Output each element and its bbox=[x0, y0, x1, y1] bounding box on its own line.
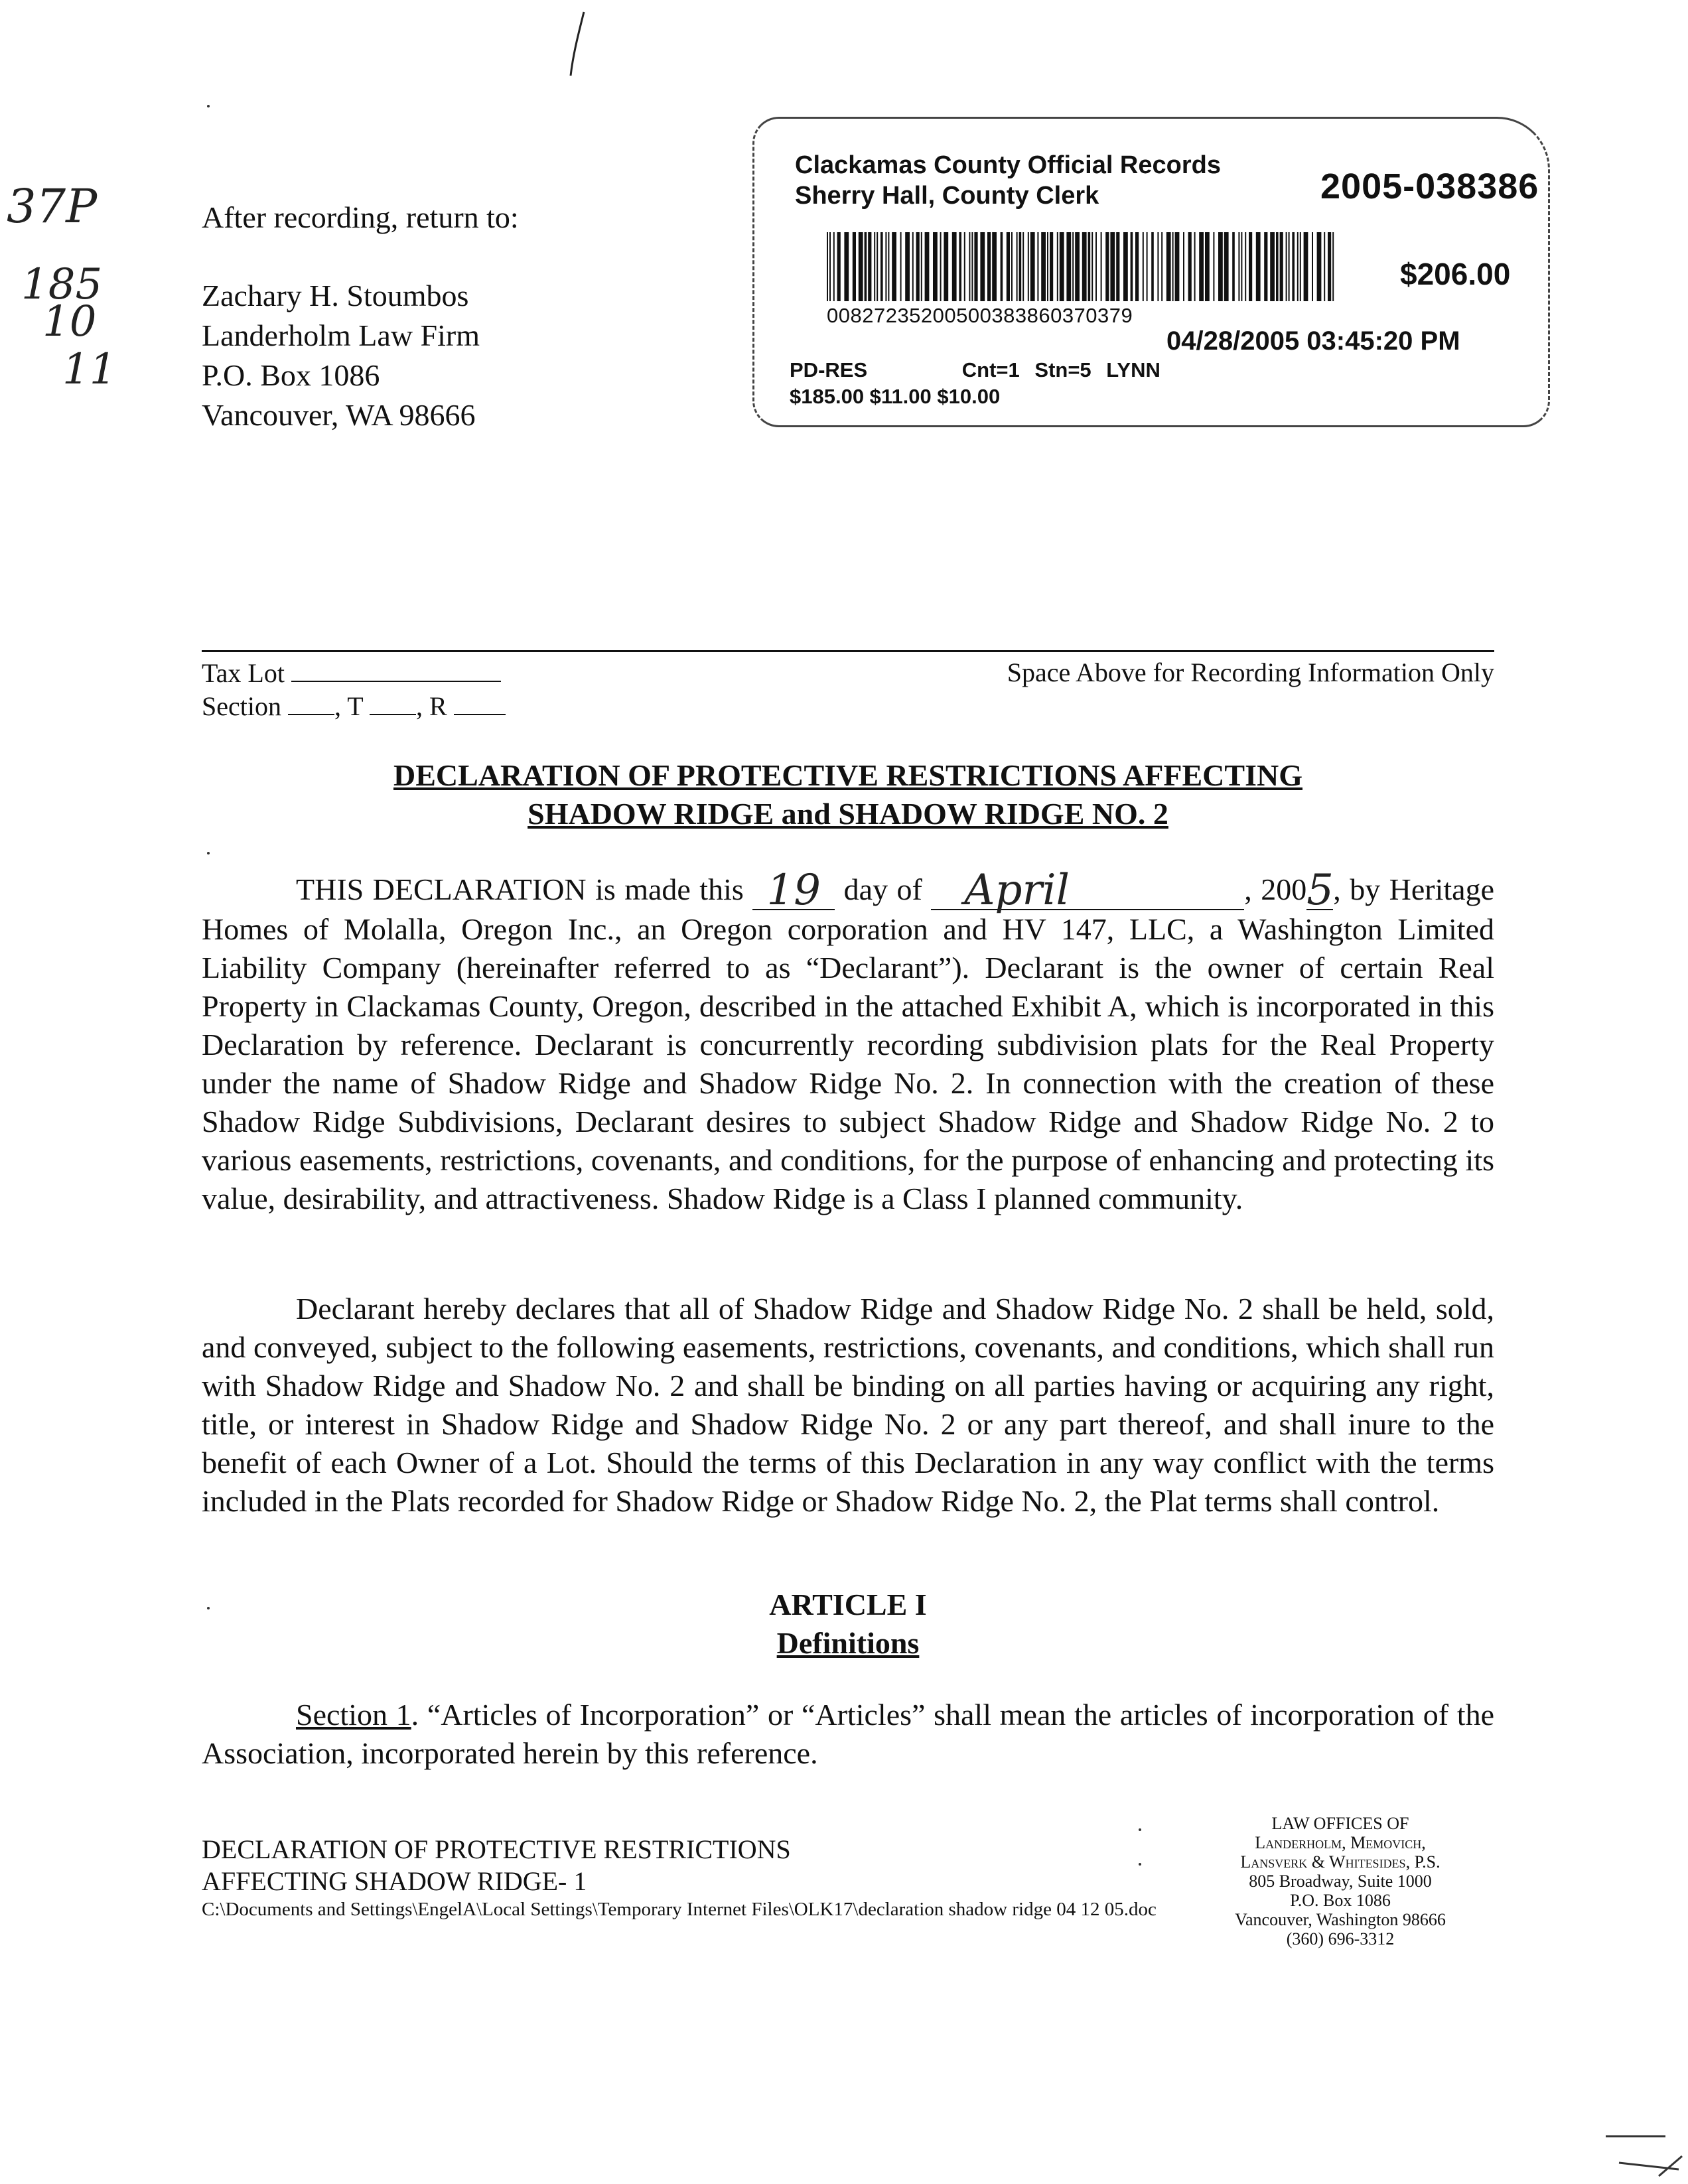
barcode-bar bbox=[1019, 232, 1022, 301]
barcode-bar bbox=[1047, 232, 1048, 301]
barcode-bar bbox=[1194, 232, 1196, 301]
recording-count: Cnt=1 bbox=[961, 358, 1020, 381]
law-office-pobox: P.O. Box 1086 bbox=[1290, 1891, 1391, 1910]
barcode-bar bbox=[987, 232, 991, 301]
law-office-street: 805 Broadway, Suite 1000 bbox=[1249, 1872, 1432, 1891]
footer-title-line1: DECLARATION OF PROTECTIVE RESTRICTIONS bbox=[202, 1834, 791, 1864]
declaration-day-of: day of bbox=[843, 872, 922, 906]
barcode-bar bbox=[1017, 232, 1018, 301]
recording-office-name: Clackamas County Official Records bbox=[795, 151, 1221, 179]
scan-speck bbox=[207, 852, 210, 854]
law-office-heading: LAW OFFICES OF bbox=[1271, 1814, 1409, 1833]
recording-office bbox=[795, 150, 1221, 211]
fee-handwritten-note-3: 11 bbox=[62, 345, 117, 394]
recording-type: PD-RES bbox=[790, 358, 868, 381]
return-line-city: Vancouver, WA 98666 bbox=[202, 398, 476, 432]
law-office-names-2: Lansverk & Whitesides, P.S. bbox=[1240, 1852, 1441, 1872]
barcode-bar bbox=[1030, 232, 1035, 301]
barcode-digits: 00827235200500383860370379 bbox=[827, 304, 1133, 327]
barcode-bar bbox=[1101, 232, 1102, 301]
barcode-bar bbox=[1317, 232, 1322, 301]
barcode-bar bbox=[1007, 232, 1010, 301]
range-blank bbox=[454, 691, 506, 715]
barcode-bar bbox=[859, 232, 863, 301]
barcode-bar bbox=[844, 232, 849, 301]
barcode-bar bbox=[1199, 232, 1204, 301]
section-blank bbox=[288, 691, 334, 715]
barcode-graphic bbox=[827, 232, 1338, 301]
recording-station: Stn=5 bbox=[1034, 358, 1091, 381]
article-subheading: Definitions bbox=[776, 1626, 920, 1660]
recording-clerk: Sherry Hall, County Clerk bbox=[795, 182, 1099, 210]
recording-meta-line bbox=[790, 358, 1190, 382]
barcode-bar bbox=[1082, 232, 1087, 301]
barcode-bar bbox=[916, 232, 920, 301]
barcode-bar bbox=[1241, 232, 1242, 301]
declaration-lead: THIS DECLARATION is made this bbox=[296, 872, 744, 906]
barcode-bar bbox=[1300, 232, 1301, 301]
recording-area-rule bbox=[202, 650, 1494, 652]
barcode-bar bbox=[837, 232, 841, 301]
barcode-bar bbox=[888, 232, 889, 301]
footer-document-title bbox=[202, 1834, 791, 1897]
footer-title-line2: AFFECTING SHADOW RIDGE- 1 bbox=[202, 1866, 587, 1896]
barcode-bar bbox=[1249, 232, 1252, 301]
barcode-bar bbox=[900, 232, 902, 301]
declaration-day: 19 bbox=[766, 866, 821, 915]
recording-fees: $185.00 $11.00 $10.00 bbox=[790, 385, 1001, 408]
barcode-bar bbox=[1123, 232, 1128, 301]
barcode-bar bbox=[1245, 232, 1246, 301]
return-heading: After recording, return to: bbox=[202, 200, 519, 234]
return-line-name: Zachary H. Stoumbos bbox=[202, 279, 469, 312]
barcode-bar bbox=[829, 232, 831, 301]
barcode-bar bbox=[1232, 232, 1235, 301]
declaration-year-prefix: , 200 bbox=[1244, 872, 1307, 906]
barcode-bar bbox=[1028, 232, 1029, 301]
barcode-bar bbox=[833, 232, 835, 301]
barcode-bar bbox=[1131, 232, 1133, 301]
return-line-firm: Landerholm Law Firm bbox=[202, 318, 480, 352]
recording-document-number: 2005-038386 bbox=[1320, 167, 1539, 206]
barcode-bar bbox=[1135, 232, 1139, 301]
barcode-bar bbox=[1280, 232, 1283, 301]
barcode-bar bbox=[1095, 232, 1097, 301]
barcode-bar bbox=[1324, 232, 1325, 301]
barcode-bar bbox=[1072, 232, 1074, 301]
barcode-bar bbox=[921, 232, 922, 301]
document-title bbox=[202, 756, 1494, 833]
barcode-bar bbox=[980, 232, 985, 301]
declaration-paragraph bbox=[202, 866, 1495, 1218]
tax-lot-block bbox=[202, 657, 506, 723]
barcode-bar bbox=[1022, 232, 1024, 301]
barcode-bar bbox=[1264, 232, 1267, 301]
law-office-phone: (360) 696-3312 bbox=[1286, 1929, 1395, 1948]
barcode-bar bbox=[1205, 232, 1210, 301]
barcode-bar bbox=[1041, 232, 1046, 301]
barcode-bar bbox=[925, 232, 930, 301]
barcode-bar bbox=[1166, 232, 1171, 301]
barcode-bar bbox=[1292, 232, 1295, 301]
declares-paragraph-text: Declarant hereby declares that all of Shadow Ridge and Shadow Ridge No. 2 shall be held, sold, and conveyed, subject to the following easements, restrictions, covenants, and conditions, which shall run with Shadow Ridge and Shadow No. 2 and shall be binding on all parties having or acquiring any right, title, or interest in Shadow Ridge and Shadow Ridge No. 2 or any part thereof, and shall inure to the benefit of each Owner of a Lot. Should the terms of this Declaration in any way conflict with the terms included in the Plats recorded for Shadow Ridge or Shadow Ridge No. 2, the Plat terms shall control. bbox=[202, 1292, 1494, 1518]
barcode-bar bbox=[959, 232, 961, 301]
scan-speck bbox=[1139, 1863, 1141, 1866]
return-address-block bbox=[202, 198, 519, 435]
scan-speck bbox=[1139, 1828, 1141, 1831]
declares-paragraph bbox=[202, 1290, 1494, 1521]
article-number: ARTICLE I bbox=[769, 1588, 927, 1621]
barcode-bar bbox=[1161, 232, 1162, 301]
barcode-bar bbox=[1238, 232, 1239, 301]
barcode-bar bbox=[1312, 232, 1313, 301]
recording-amount: $206.00 bbox=[1400, 257, 1511, 291]
recording-datetime: 04/28/2005 03:45:20 PM bbox=[1166, 326, 1460, 356]
barcode-bar bbox=[1256, 232, 1261, 301]
barcode-bar bbox=[853, 232, 856, 301]
declaration-month-field bbox=[931, 866, 1244, 915]
barcode-bar bbox=[1037, 232, 1038, 301]
tax-lot-blank bbox=[291, 658, 501, 682]
barcode-bar bbox=[1066, 232, 1071, 301]
scan-speck bbox=[207, 1607, 210, 1609]
barcode-bar bbox=[940, 232, 942, 301]
scan-speck bbox=[207, 105, 210, 107]
barcode-bar bbox=[971, 232, 973, 301]
barcode-bar bbox=[1147, 232, 1148, 301]
barcode-bar bbox=[992, 232, 997, 301]
barcode-bar bbox=[952, 232, 957, 301]
declaration-year-digit: 5 bbox=[1306, 866, 1334, 915]
barcode-bar bbox=[874, 232, 875, 301]
return-line-pobox: P.O. Box 1086 bbox=[202, 358, 380, 392]
document-title-line2: SHADOW RIDGE and SHADOW RIDGE NO. 2 bbox=[528, 797, 1168, 831]
barcode-bar bbox=[974, 232, 977, 301]
barcode-bar bbox=[827, 232, 828, 301]
barcode-bar bbox=[1175, 232, 1180, 301]
article-heading bbox=[202, 1586, 1494, 1663]
barcode-bar bbox=[1213, 232, 1214, 301]
barcode-bar bbox=[880, 232, 883, 301]
space-above-note: Space Above for Recording Information Only bbox=[1007, 657, 1494, 687]
barcode-bar bbox=[1289, 232, 1290, 301]
barcode-bar bbox=[1332, 232, 1334, 301]
fee-handwritten-note-2: 10 bbox=[42, 297, 97, 346]
barcode-bar bbox=[1057, 232, 1058, 301]
barcode-bar bbox=[1143, 232, 1144, 301]
barcode-bar bbox=[1218, 232, 1223, 301]
document-title-line1: DECLARATION OF PROTECTIVE RESTRICTIONS AFFECTING bbox=[393, 758, 1302, 792]
barcode-bar bbox=[964, 232, 965, 301]
section-label: Section bbox=[202, 691, 281, 721]
barcode-bar bbox=[1011, 232, 1013, 301]
township-label: , T bbox=[334, 691, 363, 721]
barcode-bar bbox=[905, 232, 910, 301]
barcode-bar bbox=[1188, 232, 1192, 301]
fee-handwritten-note-1: 185 bbox=[21, 260, 103, 309]
barcode-bar bbox=[877, 232, 878, 301]
barcode-bar bbox=[1050, 232, 1053, 301]
barcode-bar bbox=[944, 232, 948, 301]
pen-stroke-mark bbox=[564, 7, 591, 80]
tax-lot-label: Tax Lot bbox=[202, 658, 285, 688]
law-office-city: Vancouver, Washington 98666 bbox=[1235, 1910, 1446, 1929]
pages-handwritten-note: 37P bbox=[7, 179, 98, 234]
recording-clerk-name: LYNN bbox=[1106, 358, 1160, 381]
barcode-bar bbox=[1116, 232, 1119, 301]
barcode-bar bbox=[1183, 232, 1184, 301]
barcode-bar bbox=[1105, 232, 1109, 301]
barcode-bar bbox=[969, 232, 970, 301]
township-blank bbox=[370, 691, 416, 715]
barcode-bar bbox=[1328, 232, 1331, 301]
scan-edge-mark bbox=[1592, 2123, 1685, 2183]
barcode-bar bbox=[865, 232, 867, 301]
barcode-bar bbox=[1088, 232, 1091, 301]
section-1-label: Section 1 bbox=[296, 1698, 411, 1732]
barcode-bar bbox=[1110, 232, 1115, 301]
barcode-bar bbox=[1151, 232, 1154, 301]
barcode-bar bbox=[1060, 232, 1064, 301]
barcode-bar bbox=[1270, 232, 1275, 301]
barcode-bar bbox=[933, 232, 938, 301]
declaration-month: April bbox=[964, 866, 1070, 915]
barcode-bar bbox=[1172, 232, 1174, 301]
barcode-bar bbox=[1157, 232, 1159, 301]
footer-file-path: C:\Documents and Settings\EngelA\Local Settings\Temporary Internet Files\OLK17\declaration shadow ridge 04 12 05.doc bbox=[202, 1899, 1157, 1920]
barcode-bar bbox=[868, 232, 871, 301]
declaration-day-field bbox=[752, 866, 835, 915]
barcode-bar bbox=[1304, 232, 1308, 301]
barcode-bar bbox=[1286, 232, 1287, 301]
section-1-text: . “Articles of Incorporation” or “Articles” shall mean the articles of incorporation of the Association, incorporated herein by this reference. bbox=[202, 1698, 1494, 1770]
barcode-bar bbox=[912, 232, 914, 301]
barcode-bar bbox=[1276, 232, 1279, 301]
law-office-names-1: Landerholm, Memovich, bbox=[1255, 1833, 1426, 1852]
barcode-bar bbox=[1297, 232, 1299, 301]
barcode-bar bbox=[1224, 232, 1229, 301]
barcode-bar bbox=[1001, 232, 1003, 301]
barcode-bar bbox=[885, 232, 886, 301]
declaration-body: Heritage Homes of Molalla, Oregon Inc., an Oregon corporation and HV 147, LLC, a Washington Limited Liability Company (hereinafter referred to as “Declarant”). Declarant is the owner of certain Real Property in Clackamas County, Oregon, described in the attached Exhibit A, which is incorporated in this Declaration by reference. Declarant is concurrently recording subdivision plats for the Real Property under the name of Shadow Ridge and Shadow Ridge No. 2. In connection with the creation of these Shadow Ridge Subdivisions, Declarant desires to subject Shadow Ridge and Shadow Ridge No. 2 to various easements, restrictions, covenants, and conditions, for the purpose of enhancing and protecting its value, desirability, and attractiveness. Shadow Ridge is a Class I planned community. bbox=[202, 872, 1495, 1215]
barcode-bar bbox=[892, 232, 896, 301]
law-office-block bbox=[1201, 1814, 1480, 1948]
section-1-paragraph bbox=[202, 1696, 1494, 1773]
declaration-by: , by bbox=[1333, 872, 1381, 906]
barcode-bar bbox=[1075, 232, 1080, 301]
declaration-year-field bbox=[1306, 866, 1334, 915]
range-label: , R bbox=[415, 691, 447, 721]
barcode-bar bbox=[1091, 232, 1093, 301]
